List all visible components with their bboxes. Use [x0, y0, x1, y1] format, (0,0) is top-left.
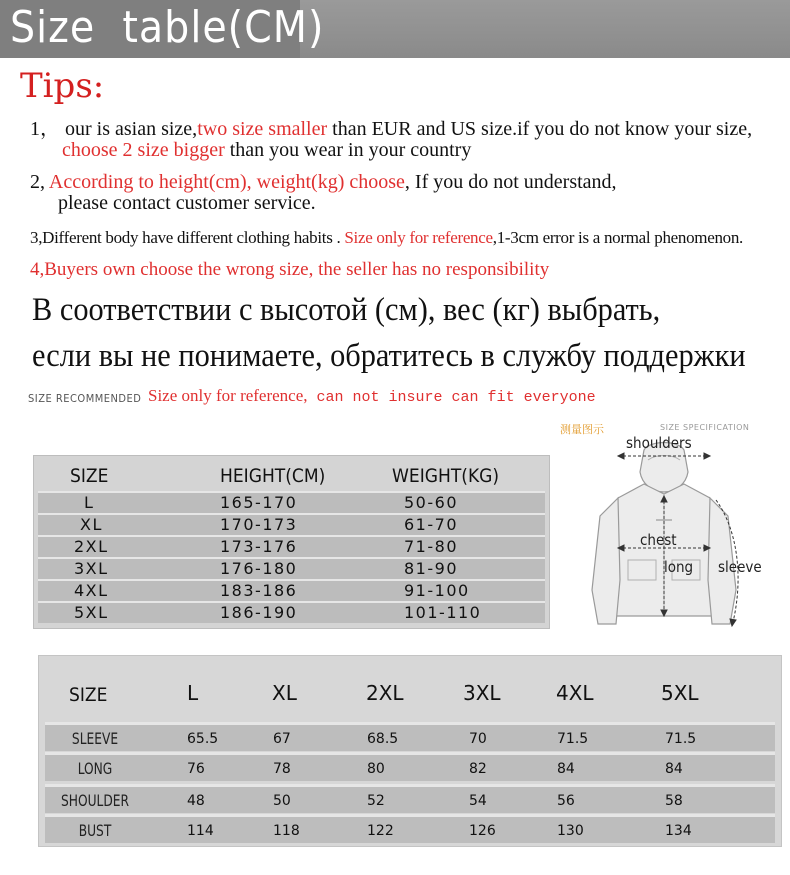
table2-row-label: SLEEVE [71, 729, 119, 748]
table2-cell: 54 [469, 793, 487, 809]
table2-cell: 122 [367, 823, 394, 839]
tip-1-line-2 [62, 139, 471, 162]
table2-cell: 134 [665, 823, 692, 839]
table2-cell: 58 [665, 793, 683, 809]
table1-cell-size: 4XL [74, 581, 109, 600]
tip-3 [30, 226, 743, 249]
table-row [45, 722, 775, 751]
table-row [45, 814, 775, 843]
table1-cell-weight: 101-110 [404, 603, 482, 622]
tip-3-prefix: 3,Different body have different clothing habits . [30, 228, 345, 247]
table2-cell: 84 [557, 761, 575, 777]
tip-1 [30, 118, 752, 141]
tip-4: 4,Buyers own choose the wrong size, the seller has no responsibility [30, 259, 550, 280]
table1-cell-height: 165-170 [220, 493, 298, 512]
tip-2-rest: , If you do not understand, [404, 171, 617, 193]
table1-cell-size: L [84, 493, 95, 512]
table2-header-l: L [187, 681, 199, 705]
table1-cell-height: 186-190 [220, 603, 298, 622]
tip-1-highlight: two size smaller [197, 118, 328, 140]
table1-cell-size: 5XL [74, 603, 109, 622]
table2-cell: 65.5 [187, 731, 219, 747]
table1-cell-weight: 71-80 [404, 537, 458, 556]
size-recommendation-table [33, 455, 550, 629]
table-row [38, 491, 545, 513]
table1-cell-size: 3XL [74, 559, 109, 578]
diagram-caption-cn: 测量图示 [560, 423, 604, 436]
diagram-label-shoulders: shoulders [626, 434, 692, 452]
tip-1-line-2-rest: than you wear in your country [224, 139, 472, 161]
table-row [38, 557, 545, 579]
table1-cell-height: 183-186 [220, 581, 298, 600]
table2-cell: 78 [273, 761, 291, 777]
table1-cell-size: 2XL [74, 537, 109, 556]
table-row [38, 579, 545, 601]
diagram-label-chest: chest [640, 531, 677, 549]
diagram-label-sleeve: sleeve [718, 558, 762, 576]
table1-cell-weight: 91-100 [404, 581, 470, 600]
table-row [38, 601, 545, 623]
table2-row-label: BUST [78, 821, 112, 840]
table-row [38, 535, 545, 557]
table2-cell: 118 [273, 823, 300, 839]
page-title: Size table(CM) [10, 2, 325, 53]
diagram-caption-en: SIZE SPECIFICATION [660, 423, 750, 432]
size-reference-note-mono: can not insure can fit everyone [307, 389, 596, 406]
table2-cell: 82 [469, 761, 487, 777]
tip-3-rest: ,1-3cm error is a normal phenomenon. [492, 228, 744, 247]
size-reference-note [148, 386, 596, 406]
tip-2-prefix: 2, [30, 171, 49, 193]
tip-3-highlight: Size only for reference [344, 228, 493, 247]
table1-header-height: HEIGHT(CM) [220, 465, 326, 487]
table2-header-4xl: 4XL [556, 681, 594, 705]
table2-cell: 71.5 [557, 731, 589, 747]
tip-1-prefix: 1， our is asian size, [30, 118, 198, 140]
table2-cell: 114 [187, 823, 214, 839]
table1-cell-height: 170-173 [220, 515, 298, 534]
tip-2 [30, 171, 617, 194]
table2-row-label: SHOULDER [60, 791, 130, 810]
table2-header-size: SIZE [69, 684, 108, 706]
table2-cell: 68.5 [367, 731, 399, 747]
table2-cell: 126 [469, 823, 496, 839]
table2-row-label: LONG [77, 759, 113, 778]
tip-1-rest: than EUR and US size.if you do not know your size, [327, 118, 753, 140]
table2-cell: 56 [557, 793, 575, 809]
jacket-measurement-diagram [548, 420, 770, 642]
table2-header-xl: XL [272, 681, 297, 705]
size-reference-note-serif: Size only for reference, [148, 386, 308, 405]
table2-cell: 67 [273, 731, 291, 747]
table2-cell: 80 [367, 761, 385, 777]
table1-cell-size: XL [80, 515, 103, 534]
table2-header-2xl: 2XL [366, 681, 404, 705]
table2-cell: 130 [557, 823, 584, 839]
table-row [38, 513, 545, 535]
table1-cell-height: 176-180 [220, 559, 298, 578]
size-recommended-label: SIZE RECOMMENDED [28, 392, 142, 405]
table-row [45, 752, 775, 781]
table1-cell-weight: 50-60 [404, 493, 458, 512]
table2-header-3xl: 3XL [463, 681, 501, 705]
table2-cell: 71.5 [665, 731, 697, 747]
tip-2-line-2: please contact customer service. [58, 192, 316, 214]
table-row [45, 784, 775, 813]
tip-1-line-2-highlight: choose 2 size bigger [62, 139, 225, 161]
table2-cell: 84 [665, 761, 683, 777]
table2-cell: 52 [367, 793, 385, 809]
table2-header-5xl: 5XL [661, 681, 699, 705]
table1-cell-weight: 81-90 [404, 559, 458, 578]
table1-cell-height: 173-176 [220, 537, 298, 556]
russian-line-1: В соответствии с высотой (см), вес (кг) выбрать, [32, 292, 661, 328]
table1-cell-weight: 61-70 [404, 515, 458, 534]
diagram-label-long: long [664, 558, 694, 576]
tips-heading: Tips: [20, 66, 105, 106]
table2-cell: 50 [273, 793, 291, 809]
table2-cell: 70 [469, 731, 487, 747]
tip-2-highlight: According to height(cm), weight(kg) choose [48, 171, 405, 193]
russian-line-2: если вы не понимаете, обратитесь в службу поддержки [32, 338, 746, 374]
garment-measurement-table [38, 655, 782, 847]
table1-header-size: SIZE [70, 465, 109, 487]
table2-cell: 48 [187, 793, 205, 809]
table1-header-weight: WEIGHT(KG) [392, 465, 500, 487]
table2-cell: 76 [187, 761, 205, 777]
